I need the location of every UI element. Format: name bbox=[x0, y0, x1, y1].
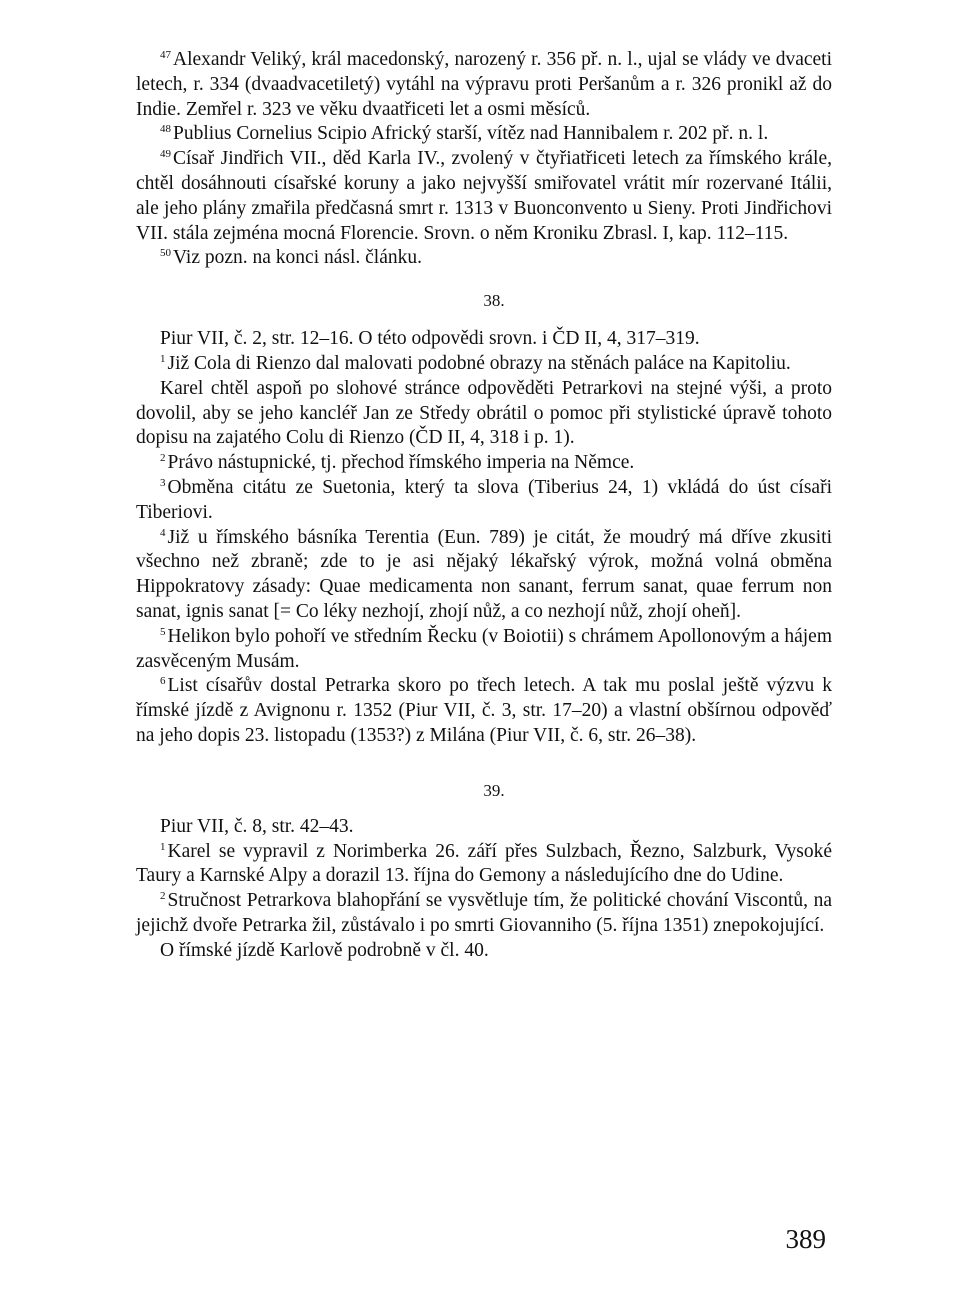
section-38-note-6 bbox=[136, 674, 832, 748]
section-39-closing: O římské jízdě Karlově podrobně v čl. 40. bbox=[160, 939, 489, 961]
note-text: Císař Jindřich VII., děd Karla IV., zvolený v čtyřiatřiceti letech za římského krále, chtěl dosáhnouti císařské koruny a jako nejvyšší smiřovatel vrátit mír rozervané Itálii, ale jeho plány zmařila předčasná smrt r. 1313 v Buonconvento u Sieny. Proti Jindřichovi VII. stála zejména mocná Florencie. Srovn. o něm Kroniku Zbrasl. I, kap. 112–115. bbox=[136, 148, 832, 244]
footnote-47 bbox=[136, 48, 832, 122]
note-marker: 4 bbox=[160, 526, 166, 539]
footnote-48 bbox=[136, 122, 832, 147]
footnote-50 bbox=[136, 246, 832, 271]
note-text: Alexandr Veliký, král macedonský, narozený r. 356 př. n. l., ujal se vlády ve dvaceti letech, r. 334 (dvaadvacetiletý) vytáhl na výpravu proti Peršanům a r. 326 pronikl až do Indie. Zemřel r. 323 ve věku dvaatřiceti let a osmi měsíců. bbox=[136, 49, 832, 120]
note-marker: 3 bbox=[160, 476, 166, 489]
footnote-49 bbox=[136, 147, 832, 246]
note-marker: 5 bbox=[160, 625, 166, 638]
section-39-source: Piur VII, č. 8, str. 42–43. bbox=[160, 815, 354, 837]
note-marker: 50 bbox=[160, 247, 171, 260]
section-39-note-1 bbox=[136, 840, 832, 890]
note-marker: 48 bbox=[160, 123, 171, 136]
note-text: Viz pozn. na konci násl. článku. bbox=[173, 247, 423, 269]
note-marker: 6 bbox=[160, 675, 166, 688]
section-39-note-2 bbox=[136, 889, 832, 939]
note-marker: 1 bbox=[160, 352, 166, 365]
section-38-note-5 bbox=[136, 625, 832, 675]
page-number: 389 bbox=[785, 1224, 826, 1254]
section-38-note-3 bbox=[136, 476, 832, 526]
note-text: Helikon bylo pohoří ve středním Řecku (v Boiotii) s chrámem Apollonovým a hájem zasvěceným Musám. bbox=[136, 625, 832, 672]
note-text: List císařův dostal Petrarka skoro po třech letech. A tak mu poslal ještě výzvu k římské jízdě z Avignonu r. 1352 (Piur VII, č. 3, str. 17–20) a vlastní obšírnou odpověď na jeho dopis 23. listopadu (1353?) z Milána (Piur VII, č. 6, str. 26–38). bbox=[136, 675, 832, 746]
note-marker: 2 bbox=[160, 890, 166, 903]
section-number-38: 38. bbox=[483, 291, 505, 311]
section-38-note-2 bbox=[136, 451, 832, 476]
section-number-39: 39. bbox=[483, 780, 505, 800]
note-text: Již u římského básníka Terentia (Eun. 789) je citát, že moudrý má dříve zkusiti všechno než zbraně; zde to je asi nějaký lékařský výrok, možná volná obměna Hippokratovy zásady: Quae medicamenta non sanant, ferrum sanat, quae ferrum non sanat, ignis sanat [= Co léky nezhojí, zhojí nůž, a co nezhojí nůž, zhojí oheň]. bbox=[136, 526, 832, 622]
note-text: Publius Cornelius Scipio Africký starší, vítěz nad Hannibalem r. 202 př. n. l. bbox=[173, 123, 769, 145]
note-text: Již Cola di Rienzo dal malovati podobné obrazy na stěnách paláce na Kapitoliu. bbox=[167, 352, 791, 374]
note-text: Stručnost Petrarkova blahopřání se vysvětluje tím, že politické chování Viscontů, na jejichž dvoře Petrarka žil, zůstávalo i po smrti Giovanniho (5. října 1351) znepokojující. bbox=[136, 890, 832, 936]
section-38-source: Piur VII, č. 2, str. 12–16. O této odpovědi srovn. i ČD II, 4, 317–319. bbox=[160, 328, 700, 350]
note-text: Obměna citátu ze Suetonia, který ta slova (Tiberius 24, 1) vkládá do úst císaři Tiberiovi. bbox=[136, 476, 832, 523]
note-marker: 49 bbox=[160, 148, 171, 161]
note-marker: 1 bbox=[160, 840, 166, 853]
note-text: Právo nástupnické, tj. přechod římského imperia na Němce. bbox=[167, 452, 635, 474]
page-body bbox=[136, 48, 832, 964]
note-text: Karel se vypravil z Norimberka 26. září přes Sulzbach, Řezno, Salzburk, Vysoké Taury a Karnské Alpy a dorazil 13. října do Gemony a následujícího dne do Udine. bbox=[136, 840, 832, 887]
note-marker: 2 bbox=[160, 452, 166, 465]
section-38-note-1 bbox=[136, 352, 832, 377]
section-38-intro: Karel chtěl aspoň po slohové stránce odpověděti Petrarkovi na stejné výši, a proto dovolil, aby se jeho kancléř Jan ze Středy obrátil o pomoc při stylistické úpravě tohoto dopisu na zajatého Colu di Rienzo (ČD II, 4, 318 i p. 1). bbox=[136, 377, 832, 449]
section-38-note-4 bbox=[136, 526, 832, 625]
note-marker: 47 bbox=[160, 49, 171, 61]
